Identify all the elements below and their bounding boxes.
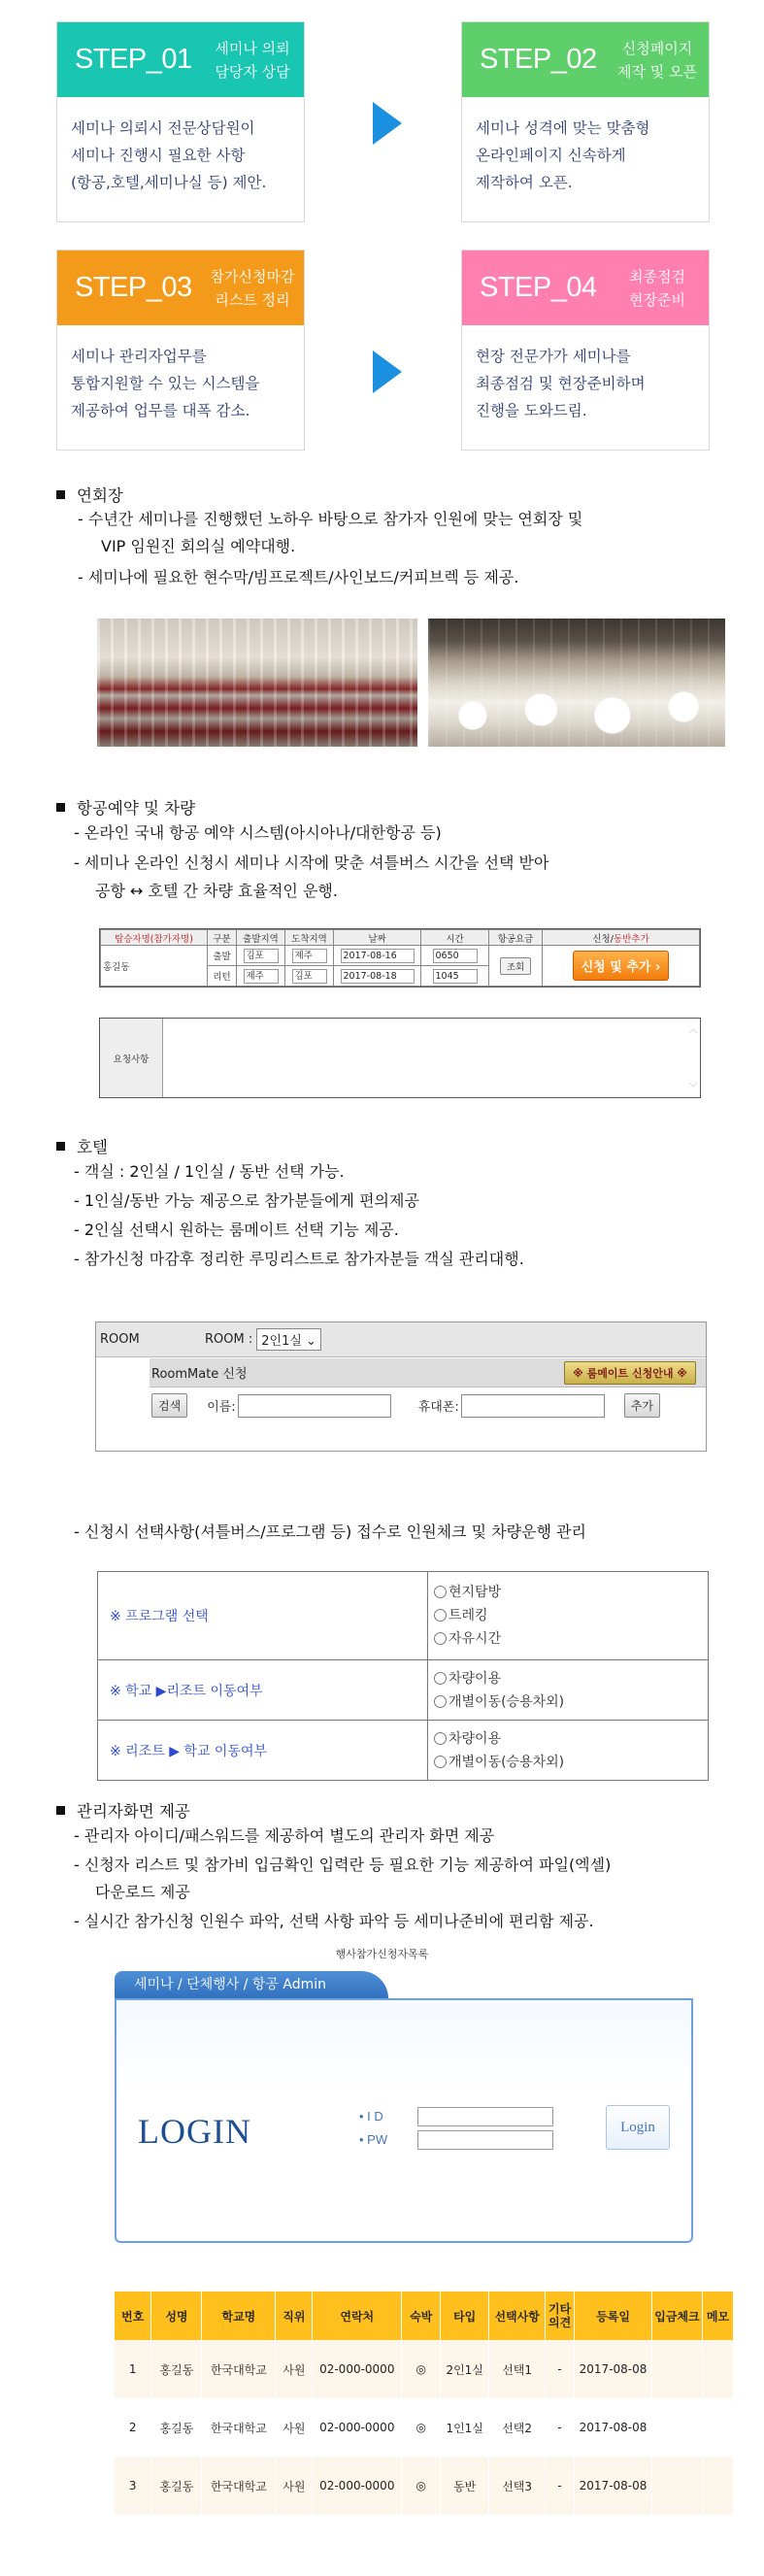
- col-position: 직위: [276, 2292, 313, 2340]
- step-header: [462, 251, 709, 325]
- bullet-square-icon: [56, 490, 65, 499]
- option-table: [97, 1571, 709, 1781]
- banquet-hall-photo: [97, 619, 417, 747]
- radio-icon: [434, 1632, 447, 1645]
- step-number: STEP_01: [75, 44, 192, 75]
- flight-line-3: 공항 ↔ 호텔 간 차량 효율적인 운행.: [95, 882, 338, 900]
- add-button[interactable]: 추가: [624, 1393, 660, 1418]
- step-header: [57, 251, 304, 325]
- col-note: 기타 의견: [546, 2292, 575, 2340]
- admin-line-1: - 관리자 아이디/패스워드를 제공하여 별도의 관리자 화면 제공: [74, 1826, 495, 1845]
- radio-icon: [434, 1672, 447, 1685]
- name-label: 이름:: [207, 1400, 236, 1415]
- chevron-up-icon: ︿: [688, 1025, 698, 1035]
- col-type: 타입: [441, 2292, 489, 2340]
- step-number: STEP_04: [480, 272, 597, 303]
- password-input[interactable]: [417, 2130, 553, 2150]
- hotel-line-3: - 2인실 선택시 원하는 룸메이트 선택 기능 제공.: [74, 1221, 399, 1239]
- radio-option[interactable]: 자유시간: [434, 1627, 708, 1651]
- to-input[interactable]: 김포: [285, 966, 334, 987]
- section-title-venue: 연회장: [56, 483, 123, 506]
- step-title: 신청페이지 제작 및 오픈: [617, 39, 697, 81]
- step-title: 세미나 의뢰 담당자 상담: [215, 39, 290, 81]
- step-header: [57, 22, 304, 97]
- room-select-label: ROOM :: [205, 1332, 253, 1347]
- banquet-room-photo: [428, 619, 725, 747]
- date-input[interactable]: 2017-08-16: [334, 946, 421, 966]
- step-title: 최종점검 현장준비: [629, 267, 685, 309]
- roommate-label: RoomMate 신청: [151, 1367, 248, 1382]
- col-name: 성명: [151, 2292, 202, 2340]
- time-input[interactable]: 1045: [421, 966, 489, 987]
- option-choices-resort-to-school: [428, 1721, 709, 1781]
- col-type: 구분: [208, 930, 237, 946]
- col-passenger: 탑승자명(참가자명): [101, 930, 208, 946]
- venue-line-3: - 세미나에 필요한 현수막/빔프로젝트/사인보드/커피브렉 등 제공.: [78, 568, 519, 586]
- admin-line-3: 다운로드 제공: [95, 1883, 190, 1901]
- col-memo: 메모: [702, 2292, 733, 2340]
- col-phone: 연락처: [313, 2292, 402, 2340]
- step-description: 세미나 성격에 맞는 맞춤형 온라인페이지 신속하게 제작하여 오픈.: [476, 119, 650, 191]
- option-label-school-to-resort: ※ 학교 ▶리조트 이동여부: [98, 1660, 428, 1721]
- apply-add-button[interactable]: 신청 및 추가 ›: [543, 946, 700, 987]
- time-input[interactable]: 0650: [421, 946, 489, 966]
- radio-icon: [434, 1609, 447, 1622]
- request-memo: [99, 1018, 701, 1098]
- radio-icon: [434, 1756, 447, 1768]
- step-description: 현장 전문가가 세미나를 최종점검 및 현장준비하며 진행을 도와드림.: [476, 348, 646, 419]
- scrollbar[interactable]: [688, 1022, 698, 1093]
- bullet-square-icon: [56, 1142, 65, 1151]
- radio-option[interactable]: 차량이용: [434, 1727, 708, 1751]
- radio-icon: [434, 1695, 447, 1708]
- col-time: 시간: [421, 930, 489, 946]
- id-input[interactable]: [417, 2107, 553, 2126]
- step-description: 세미나 관리자업무를 통합지원할 수 있는 시스템을 제공하여 업무를 대폭 감소.: [71, 348, 260, 419]
- table-row[interactable]: 3 홍길동 한국대학교 사원 02-000-0000 ◎ 동반 선택3 - 2017-08-08: [115, 2457, 734, 2515]
- table-row[interactable]: 1 홍길동 한국대학교 사원 02-000-0000 ◎ 2인1실 선택1 - 2017-08-08: [115, 2340, 734, 2398]
- col-option: 선택사항: [489, 2292, 546, 2340]
- col-from: 출발지역: [237, 930, 285, 946]
- radio-option[interactable]: 개별이동(승용차외): [434, 1751, 708, 1774]
- step-description: 세미나 의뢰시 전문상담원이 세미나 진행시 필요한 사항 (항공,호텔,세미나실 등) 제안.: [71, 119, 267, 191]
- option-label-resort-to-school: ※ 리조트 ▶ 학교 이동여부: [98, 1721, 428, 1781]
- step-card-4: [461, 250, 710, 451]
- section-title-flight: 항공예약 및 차량: [56, 795, 195, 819]
- chevron-down-icon: ⌄: [306, 1334, 316, 1349]
- login-logo: LOGIN: [138, 2112, 251, 2151]
- room-type-select[interactable]: 2인1실 ⌄: [256, 1328, 321, 1351]
- option-label-program: ※ 프로그램 선택: [98, 1572, 428, 1660]
- col-to: 도착지역: [285, 930, 334, 946]
- passenger-name-input[interactable]: 홍길동: [101, 946, 208, 987]
- col-no: 번호: [115, 2292, 151, 2340]
- room-row: [96, 1322, 706, 1357]
- table-row[interactable]: 2 홍길동 한국대학교 사원 02-000-0000 ◎ 1인1실 선택2 - 2017-08-08: [115, 2398, 734, 2457]
- radio-option[interactable]: 현지탐방: [434, 1581, 708, 1604]
- memo-label: 요청사항: [100, 1019, 163, 1097]
- id-label: • I D: [359, 2109, 383, 2124]
- step-card-2: [461, 21, 710, 222]
- admin-line-2: - 신청자 리스트 및 참가비 입금확인 입력란 등 필요한 기능 제공하여 파일(엑셀): [74, 1856, 612, 1874]
- venue-line-2: VIP 임원진 회의실 예약대행.: [101, 537, 296, 555]
- option-choices-program: [428, 1572, 709, 1660]
- type-cell: 리턴: [208, 966, 237, 987]
- login-panel: [115, 1998, 693, 2243]
- table-header-row: [115, 2292, 734, 2340]
- step-header: [462, 22, 709, 97]
- col-apply: 신청/동반추가: [543, 930, 700, 946]
- col-fare: 항공요금: [489, 930, 543, 946]
- bullet-square-icon: [56, 1806, 65, 1815]
- flight-booking-form: [99, 928, 701, 987]
- from-input[interactable]: 김포: [237, 946, 285, 966]
- step-number: STEP_03: [75, 272, 192, 303]
- hotel-line-2: - 1인실/동반 가능 제공으로 참가분들에게 편의제공: [74, 1191, 419, 1210]
- admin-line-4: - 실시간 참가신청 인원수 파악, 선택 사항 파악 등 세미나준비에 편리함 제공.: [74, 1912, 594, 1930]
- search-button[interactable]: 검색: [151, 1393, 187, 1418]
- step-title: 참가신청마감 리스트 정리: [210, 267, 295, 309]
- chevron-down-icon: ﹀: [688, 1084, 698, 1093]
- section-title-hotel: 호텔: [56, 1134, 108, 1157]
- section-title-admin: 관리자화면 제공: [56, 1798, 190, 1822]
- lookup-button[interactable]: 조회: [489, 946, 543, 987]
- flight-line-1: - 온라인 국내 항공 예약 시스템(아시아나/대한항공 등): [74, 823, 442, 842]
- col-stay: 숙박: [402, 2292, 441, 2340]
- date-input[interactable]: 2017-08-18: [334, 966, 421, 987]
- to-input[interactable]: 제주: [285, 946, 334, 966]
- roommate-guide-button[interactable]: ※ 룸메이트 신청안내 ※: [564, 1361, 696, 1385]
- roommate-input-row: [149, 1388, 706, 1423]
- arrow-right-icon: [373, 351, 402, 393]
- col-date: 날짜: [334, 930, 421, 946]
- roommate-phone-input[interactable]: [461, 1394, 605, 1418]
- admin-tab[interactable]: 세미나 / 단체행사 / 항공 Admin: [115, 1971, 388, 1999]
- hotel-line-4: - 참가신청 마감후 정리한 루밍리스트로 참가자분들 객실 관리대행.: [74, 1250, 524, 1268]
- pw-label: • PW: [359, 2132, 388, 2147]
- phone-label: 휴대폰:: [417, 1400, 459, 1415]
- radio-icon: [434, 1586, 447, 1598]
- venue-line-1: - 수년간 세미나를 진행했던 노하우 바탕으로 참가자 인원에 맞는 연회장 및: [78, 510, 583, 528]
- radio-option[interactable]: 개별이동(승용차외): [434, 1690, 708, 1714]
- registrant-table: [115, 2292, 734, 2515]
- arrow-right-icon: [373, 102, 402, 145]
- option-choices-school-to-resort: [428, 1660, 709, 1721]
- col-deposit: 입금체크: [652, 2292, 703, 2340]
- type-cell: 출발: [208, 946, 237, 966]
- roommate-row: [149, 1358, 706, 1388]
- room-form: [95, 1321, 707, 1452]
- from-input[interactable]: 제주: [237, 966, 285, 987]
- login-caption: 행사참가신청자목록: [335, 1948, 429, 1960]
- step-card-1: [56, 21, 305, 222]
- col-school: 학교명: [202, 2292, 276, 2340]
- radio-option[interactable]: 트레킹: [434, 1604, 708, 1627]
- radio-option[interactable]: 차량이용: [434, 1667, 708, 1690]
- options-line: - 신청시 선택사항(셔틀버스/프로그램 등) 접수로 인원체크 및 차량운행 관리: [74, 1522, 587, 1541]
- roommate-name-input[interactable]: [238, 1394, 391, 1418]
- login-button[interactable]: Login: [606, 2105, 670, 2150]
- memo-textarea[interactable]: [163, 1019, 700, 1097]
- step-card-3: [56, 250, 305, 451]
- col-date: 등록일: [575, 2292, 652, 2340]
- radio-icon: [434, 1732, 447, 1745]
- flight-line-2: - 세미나 온라인 신청시 세미나 시작에 맞춘 셔틀버스 시간을 선택 받아: [74, 853, 549, 872]
- step-number: STEP_02: [480, 44, 597, 75]
- bullet-square-icon: [56, 803, 65, 812]
- room-label: ROOM: [100, 1332, 140, 1347]
- hotel-line-1: - 객실 : 2인실 / 1인실 / 동반 선택 가능.: [74, 1162, 345, 1181]
